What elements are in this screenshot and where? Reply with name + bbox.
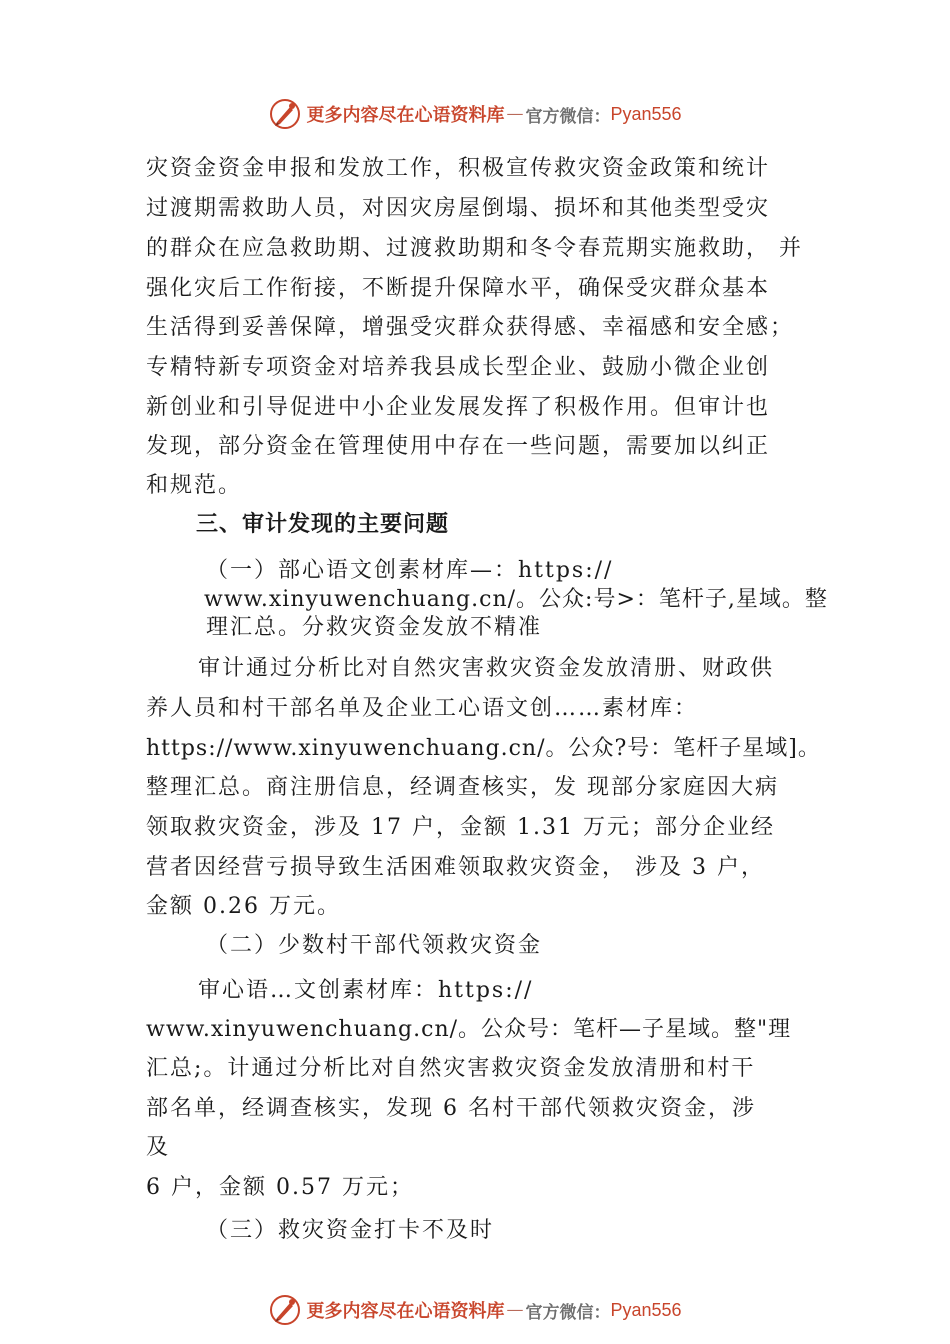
pen-logo-icon	[268, 97, 302, 131]
banner-account-id: Pyan556	[610, 1299, 682, 1320]
banner-site-name: 更多内容尽在心语资料库	[306, 1301, 505, 1322]
banner-separator: —	[506, 104, 524, 124]
text-line: 养人员和村干部名单及企业工心语文创……素材库：	[146, 696, 699, 721]
subheading-1-line: 理汇总。分救灾资金发放不精准	[206, 615, 543, 640]
subheading-3: （三）救灾资金打卡不及时	[206, 1218, 495, 1243]
banner-separator: —	[506, 1300, 524, 1320]
text-line: 汇总;。计通过分析比对自然灾害救灾资金发放清册和村干	[146, 1056, 756, 1081]
text-line: 灾资金资金申报和发放工作，积极宣传救灾资金政策和统计	[146, 156, 771, 181]
text-line: 审计通过分析比对自然灾害救灾资金发放清册、财政供	[198, 656, 775, 681]
text-line: 和规范。	[146, 473, 243, 498]
footer-banner	[0, 1290, 950, 1330]
text-line: https://www.xinyuwenchuang.cn/。公众?号：笔杆子星域]。	[146, 736, 821, 761]
text-line: 部名单，经调查核实，发现 6 名村干部代领救灾资金，涉	[146, 1096, 756, 1121]
text-line: 专精特新专项资金对培养我县成长型企业、鼓励小微企业创	[146, 355, 771, 380]
pen-logo-icon	[268, 1293, 302, 1327]
banner-wechat-label: 官方微信：	[525, 106, 611, 127]
text-line: 审心语…文创素材库：https://	[198, 978, 534, 1003]
banner-wechat-label: 官方微信：	[525, 1302, 611, 1323]
text-line: 及	[146, 1135, 171, 1160]
text-line: 金额 0.26 万元。	[146, 894, 341, 919]
text-line: 生活得到妥善保障，增强受灾群众获得感、幸福感和安全感；	[146, 315, 795, 340]
text-line: 6 户，金额 0.57 万元；	[146, 1175, 414, 1200]
text-line: 发现，部分资金在管理使用中存在一些问题，需要加以纠正	[146, 434, 771, 459]
section-heading: 三、审计发现的主要问题	[196, 512, 450, 537]
text-line: 强化灾后工作衔接，不断提升保障水平，确保受灾群众基本	[146, 276, 771, 301]
subheading-1-line: www.xinyuwenchuang.cn/。公众:号>：笔杆子,星域。整	[204, 587, 828, 612]
text-line: 新创业和引导促进中小企业发展发挥了积极作用。但审计也	[146, 395, 771, 420]
subheading-2: （二）少数村干部代领救灾资金	[206, 933, 543, 958]
text-line: 领取救灾资金，涉及 17 户，金额 1.31 万元；部分企业经	[146, 815, 775, 840]
text-line: 营者因经营亏损导致生活困难领取救灾资金， 涉及 3 户，	[146, 855, 765, 880]
subheading-1-line: （一）部心语文创素材库—：https://	[206, 558, 614, 583]
text-line: 的群众在应急救助期、过渡救助期和冬令春荒期实施救助， 并	[146, 236, 803, 261]
text-line: 过渡期需救助人员，对因灾房屋倒塌、损坏和其他类型受灾	[146, 196, 771, 221]
banner-site-name: 更多内容尽在心语资料库	[306, 105, 505, 126]
text-line: 整理汇总。商注册信息，经调查核实，发 现部分家庭因大病	[146, 775, 779, 800]
text-line: www.xinyuwenchuang.cn/。公众号：笔杆—子星域。整"理	[146, 1017, 792, 1042]
banner-account-id: Pyan556	[610, 103, 682, 124]
header-banner	[0, 94, 950, 134]
